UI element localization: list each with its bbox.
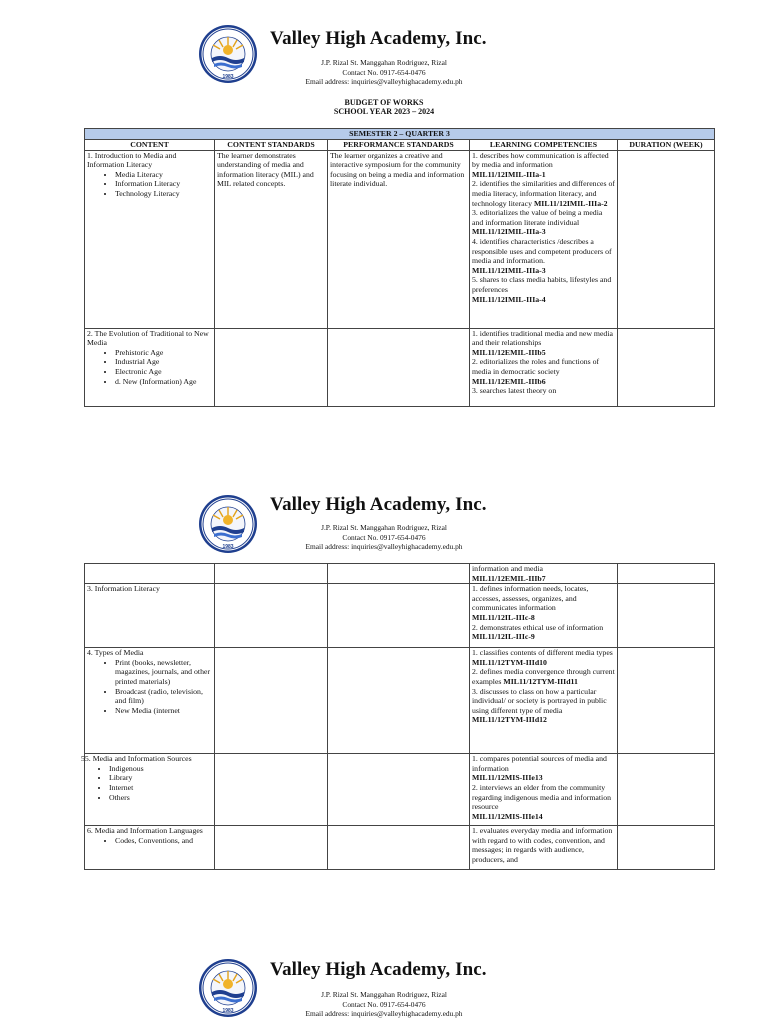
duration-cell (618, 754, 715, 826)
content-cell (85, 328, 215, 406)
competency-text: 1. identifies traditional media and new media and their relationships (472, 328, 613, 348)
competency-code: MIL11/12EMIL-IIIb7 (472, 573, 546, 583)
school-year: SCHOOL YEAR 2023 – 2024 (333, 107, 435, 116)
school-contact (260, 523, 508, 552)
competency-text: 2. identifies the similarities and differences of media literacy, information literacy, and technology literacy (472, 179, 615, 208)
school-name: Valley High Academy, Inc. (270, 959, 487, 980)
duration-cell (618, 564, 715, 584)
learning-competencies-cell (470, 826, 618, 870)
address-line: J.P. Rizal St. Manggahan Rodriguez, Rizal (321, 523, 447, 532)
competency-text: information and media (472, 564, 544, 573)
learning-competencies-cell (470, 584, 618, 648)
duration-cell (618, 328, 715, 406)
school-name: Valley High Academy, Inc. (270, 494, 487, 515)
duration-cell (618, 826, 715, 870)
learning-competencies-cell (470, 754, 618, 826)
competency-text: 1. compares potential sources of media and information (472, 754, 607, 773)
competency-text: 1. describes how communication is affected by media and information (472, 150, 609, 170)
table-row (85, 328, 715, 406)
competency-text: 2. demonstrates ethical use of information (472, 622, 604, 632)
competency-code: MIL11/12IL-IIIc-9 (472, 632, 535, 642)
learning-competencies-cell (470, 150, 618, 328)
performance-standard-cell (328, 826, 470, 870)
address-line: J.P. Rizal St. Manggahan Rodriguez, Rizal (321, 58, 447, 67)
school-contact (260, 990, 508, 1019)
semester-label: SEMESTER 2 – QUARTER 3 (85, 129, 715, 140)
competency-code: MIL11/12TYM-IIId11 (503, 676, 578, 686)
topic-title: 6. Media and Information Languages (87, 826, 203, 836)
competency-code: MIL11/12IMIL-IIIa-3 (472, 265, 546, 275)
performance-standard-cell (328, 584, 470, 648)
competency-code: MIL11/12IMIL-IIIa-3 (472, 227, 546, 237)
table-row (85, 826, 715, 870)
content-standard-cell (215, 826, 328, 870)
competency-text: 4. identifies characteristics /describes a responsible uses and competent producers of media and information. (472, 236, 612, 266)
topic-list (87, 348, 212, 386)
performance-standard-cell (328, 648, 470, 754)
competency-code: MIL11/12TYM-IIId10 (472, 657, 547, 667)
contact-line: Contact No. 0917-654-0476 (342, 999, 426, 1009)
content-cell (85, 826, 215, 870)
competency-code: MIL11/12IMIL-IIIa-4 (472, 294, 546, 304)
table-row (85, 584, 715, 648)
list-item: • d. New (Information) Age (115, 377, 212, 387)
learning-competencies-cell (470, 564, 618, 584)
competency-text: 1. classifies contents of different media types (472, 648, 613, 658)
list-item: • Library (109, 773, 212, 783)
table-row (85, 754, 715, 826)
performance-standard-cell: The learner organizes a creative and interactive symposium for the community focusing on being a media and information literate individual. (328, 150, 470, 328)
list-item: • Information Literacy (115, 179, 212, 189)
school-name: Valley High Academy, Inc. (270, 28, 487, 49)
table-row (85, 150, 715, 328)
list-item: • Electronic Age (115, 367, 212, 377)
duration-cell (618, 584, 715, 648)
competency-text: 5. shares to class media habits, lifestyles and preferences (472, 275, 612, 294)
col-header-performance-standards: PERFORMANCE STANDARDS (328, 140, 470, 151)
list-item: • Indigenous (109, 764, 212, 774)
document-title: BUDGET OF WORKS (344, 98, 424, 107)
list-item: • Print (books, newsletter, magazines, journals, and other printed materials) (115, 658, 212, 687)
topic-title: 2. The Evolution of Traditional to New Media (87, 328, 209, 348)
competency-text: 2. interviews an elder from the community regarding indigenous media and information resource (472, 782, 612, 812)
contact-line: Contact No. 0917-654-0476 (342, 67, 426, 77)
email-line: Email address: inquiries@valleyhighacademy.edu.ph (305, 542, 463, 552)
table-row (85, 648, 715, 754)
performance-standard-cell (328, 328, 470, 406)
content-cell: 3. Information Literacy (85, 584, 215, 648)
address-line: J.P. Rizal St. Manggahan Rodriguez, Rizal (321, 990, 447, 999)
school-contact (260, 58, 508, 87)
competency-text: 2. editorializes the roles and functions of media in democratic society (472, 357, 600, 376)
list-item: • Codes, Conventions, and (115, 836, 212, 846)
school-logo-icon (198, 24, 258, 84)
content-standard-cell (215, 564, 328, 584)
topic-title: 55. Media and Information Sources (81, 754, 192, 764)
header-row (85, 140, 715, 151)
duration-cell (618, 150, 715, 328)
school-logo-icon (198, 958, 258, 1018)
competency-code: MIL11/12TYM-IIId12 (472, 715, 547, 725)
email-line: Email address: inquiries@valleyhighacademy.edu.ph (305, 1009, 463, 1019)
topic-list (87, 764, 212, 802)
performance-standard-cell (328, 564, 470, 584)
competency-text: 3. discusses to class on how a particular individual/ or society is portrayed in public using different type of media (472, 686, 607, 715)
competency-code: MIL11/12EMIL-IIIb6 (472, 376, 546, 386)
col-header-duration: DURATION (WEEK) (618, 140, 715, 151)
list-item: • Prehistoric Age (115, 348, 212, 358)
content-standard-cell (215, 584, 328, 648)
competency-text: 1. defines information needs, locates, accesses, assesses, organizes, and communicates information (472, 584, 589, 613)
topic-list (87, 836, 212, 846)
list-item: • New Media (internet (115, 706, 212, 716)
content-standard-cell (215, 648, 328, 754)
school-logo-icon (198, 494, 258, 554)
competency-text: 3. searches latest theory on (472, 386, 557, 396)
contact-line: Contact No. 0917-654-0476 (342, 532, 426, 542)
performance-standard-cell (328, 754, 470, 826)
content-standard-cell (215, 328, 328, 406)
table-row (85, 564, 715, 584)
document-titles (260, 98, 508, 116)
list-item: • Industrial Age (115, 357, 212, 367)
content-cell (85, 150, 215, 328)
competency-code: MIL11/12IL-IIIc-8 (472, 612, 535, 622)
competency-text: 2. defines media convergence through current examples (472, 667, 615, 686)
budget-table-page2 (81, 563, 715, 870)
topic-title: 4. Types of Media (87, 648, 144, 658)
content-standard-cell (215, 754, 328, 826)
learning-competencies-cell (470, 648, 618, 754)
duration-cell (618, 648, 715, 754)
list-item: • Broadcast (radio, television, and film) (115, 687, 212, 706)
competency-text: 3. editorializes the value of being a media and information literate individual (472, 208, 603, 227)
col-header-content-standards: CONTENT STANDARDS (215, 140, 328, 151)
competency-code: MIL11/12IMIL-IIIa-1 (472, 169, 546, 179)
col-header-content: CONTENT (85, 140, 215, 151)
list-item: • Internet (109, 783, 212, 793)
col-header-learning-competencies: LEARNING COMPETENCIES (470, 140, 618, 151)
learning-competencies-cell (470, 328, 618, 406)
semester-row (85, 129, 715, 140)
topic-list (87, 658, 212, 716)
competency-code: MIL11/12MIS-IIIe13 (472, 773, 543, 783)
list-item: • Others (109, 793, 212, 803)
content-cell (85, 564, 215, 584)
budget-table-page1 (84, 128, 715, 407)
list-item: • Media Literacy (115, 170, 212, 180)
topic-title: 1. Introduction to Media and Information Literacy (87, 150, 177, 170)
content-standard-cell: The learner demonstrates understanding of media and information literacy (MIL) and MIL related concepts. (215, 150, 328, 328)
content-cell (85, 648, 215, 754)
competency-code: MIL11/12EMIL-IIIb5 (472, 347, 546, 357)
list-item: • Technology Literacy (115, 189, 212, 199)
content-cell (81, 754, 215, 826)
topic-list (87, 170, 212, 199)
competency-code: MIL11/12MIS-IIIe14 (472, 811, 543, 821)
competency-text: 1. evaluates everyday media and information with regard to with codes, convention, and messages; in regards with audience, producers, and (472, 826, 613, 864)
competency-code: MIL11/12IMIL-IIIa-2 (533, 198, 608, 208)
email-line: Email address: inquiries@valleyhighacademy.edu.ph (305, 77, 463, 87)
